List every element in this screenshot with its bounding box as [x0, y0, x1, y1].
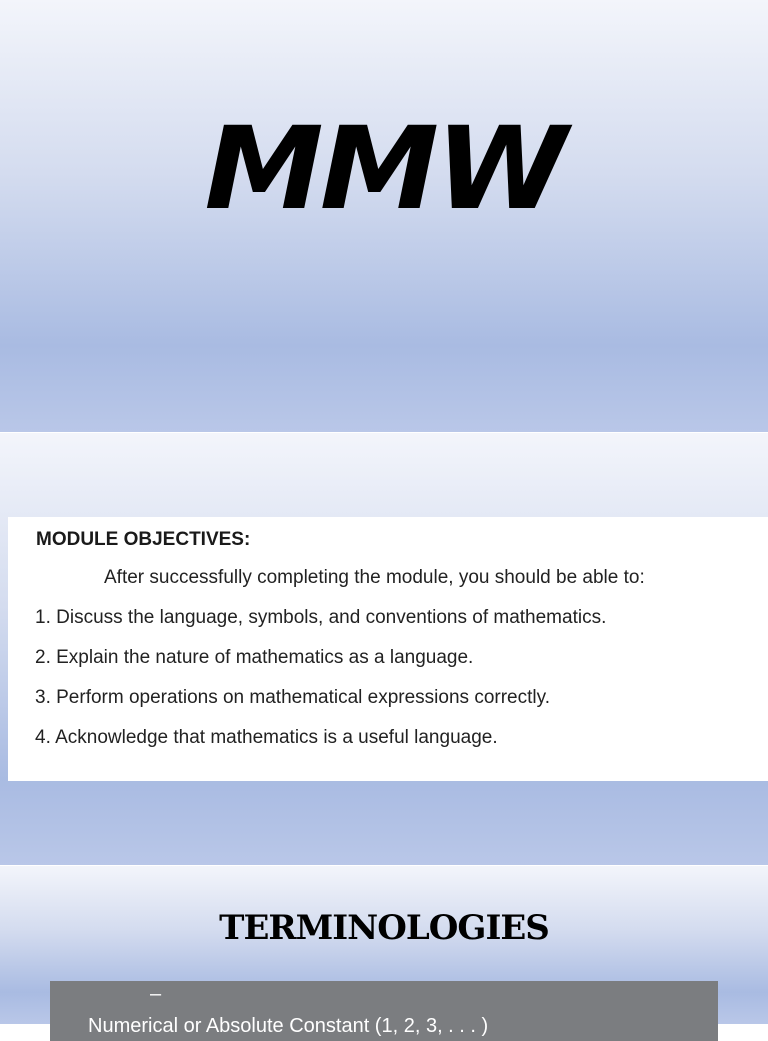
terminologies-title: TERMINOLOGIES	[219, 908, 549, 948]
slide-terminologies	[0, 866, 768, 1037]
objective-item: 3. Perform operations on mathematical expressions correctly.	[35, 687, 550, 708]
terminology-text: Numerical or Absolute Constant (1, 2, 3, . . . )	[88, 1015, 489, 1037]
slide-title	[0, 0, 768, 432]
slide-objectives	[0, 433, 768, 865]
slide-title-text: MMW	[204, 103, 564, 236]
objectives-list	[35, 607, 606, 767]
objective-item: 1. Discuss the language, symbols, and conventions of mathematics.	[35, 607, 607, 628]
objective-item: 4. Acknowledge that mathematics is a useful language.	[35, 727, 498, 748]
objectives-box	[8, 517, 768, 781]
objectives-heading: MODULE OBJECTIVES:	[36, 529, 251, 550]
objectives-intro: After successfully completing the module, you should be able to:	[104, 567, 645, 588]
terminology-box	[50, 981, 718, 1041]
terminology-dash: –	[150, 983, 162, 1005]
objective-item: 2. Explain the nature of mathematics as a language.	[35, 647, 474, 668]
